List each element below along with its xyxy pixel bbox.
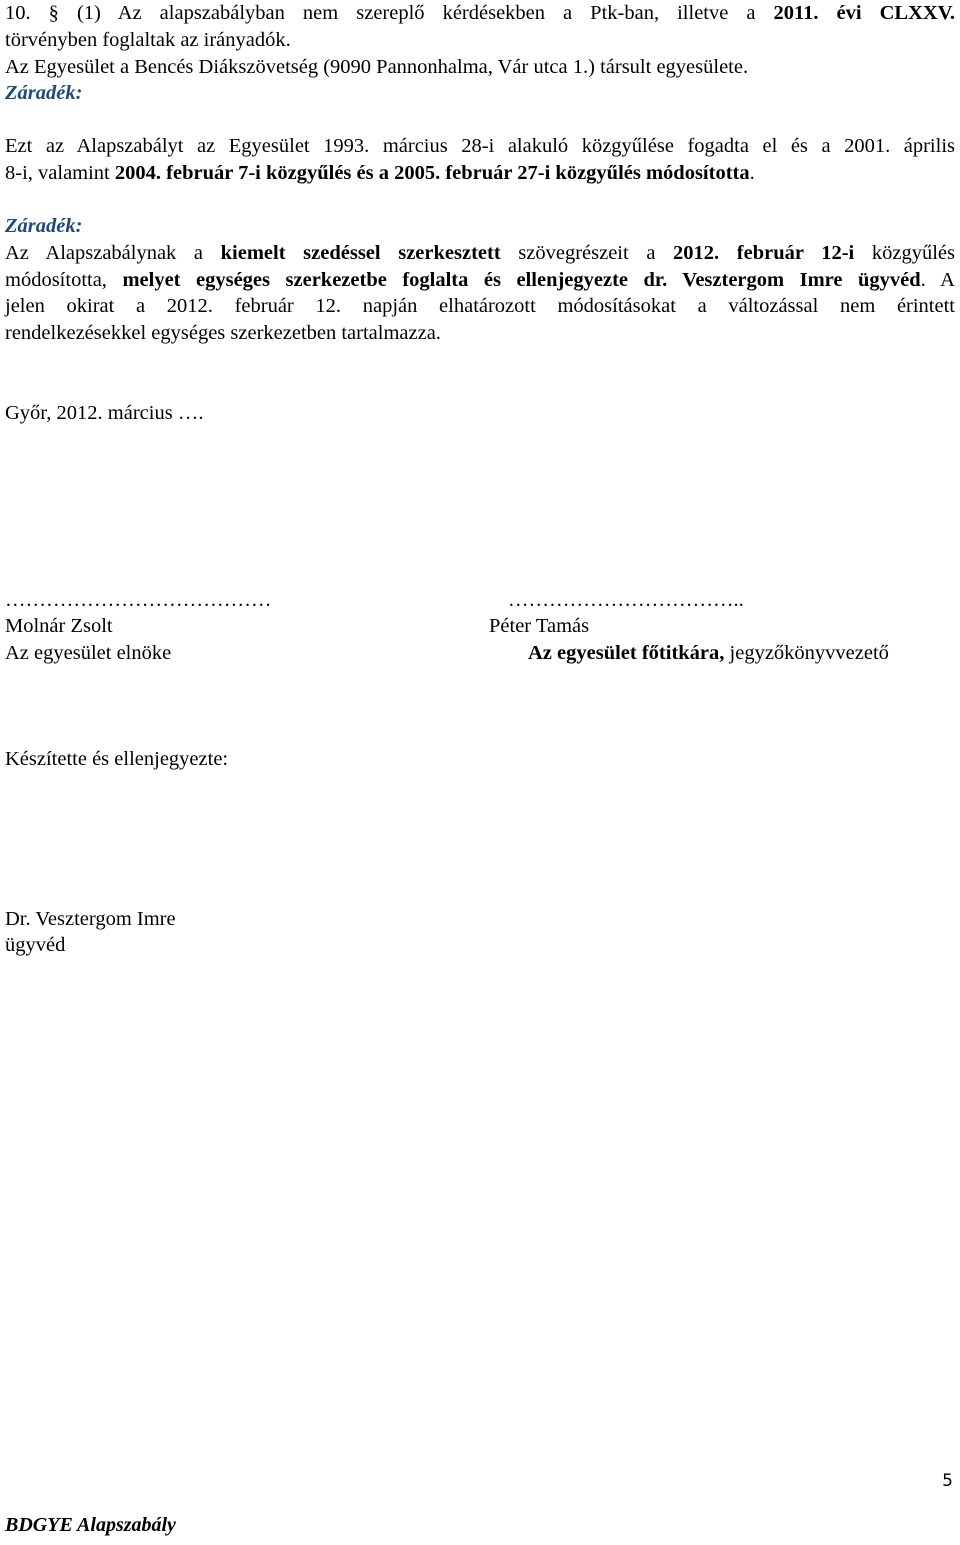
- prepared-by: Készítette és ellenjegyezte:: [5, 748, 229, 770]
- zaradek-2-line-1: [5, 240, 955, 267]
- signature-right-dots: ……………………………..: [508, 589, 744, 611]
- zaradek-2-line-1-d: 2012. február 12-i: [673, 242, 855, 264]
- zaradek-2-line-3: jelen okirat a 2012. február 12. napján elhatározott módosításokat a változással nem érintett: [5, 295, 955, 317]
- lawyer-title: ügyvéd: [5, 934, 66, 956]
- zaradek-2-line-2-c: . A: [920, 269, 955, 291]
- signature-right-role-bold: Az egyesület főtitkára,: [528, 642, 725, 664]
- zaradek-1-period: .: [749, 162, 755, 184]
- zaradek-1-line-1: Ezt az Alapszabályt az Egyesület 1993. március 28-i alakuló közgyűlése fogadta el és a 2001. április: [5, 135, 955, 157]
- zaradek-1-amendments: 2004. február 7-i közgyűlés és a 2005. február 27-i közgyűlés módosította: [114, 162, 750, 184]
- zaradek-2-heading: Záradék:: [5, 215, 83, 237]
- p10-line-1: [5, 0, 955, 27]
- zaradek-2-line-1-a: Az Alapszabálynak a: [5, 242, 221, 264]
- footer-title: BDGYE Alapszabály: [5, 1514, 176, 1536]
- zaradek-2-line-4: rendelkezésekkel egységes szerkezetben tartalmazza.: [5, 322, 441, 344]
- zaradek-2-line-1-c: szövegrészeit a: [500, 242, 674, 264]
- signature-left-name: Molnár Zsolt: [5, 615, 113, 637]
- zaradek-1-line-2-text: 8-i, valamint: [5, 162, 115, 184]
- signature-right-role-rest: jegyzőkönyvvezető: [724, 642, 889, 664]
- p10-law-reference: 2011. évi CLXXV.: [773, 2, 955, 24]
- zaradek-1-heading: Záradék:: [5, 82, 83, 104]
- lawyer-name: Dr. Vesztergom Imre: [5, 908, 176, 930]
- zaradek-2-line-2-a: módosította,: [5, 269, 123, 291]
- p10-line-3: Az Egyesület a Bencés Diákszövetség (9090 Pannonhalma, Vár utca 1.) társult egyesülete.: [5, 56, 749, 78]
- page-number: 5: [942, 1471, 953, 1491]
- signature-left-dots: …………………………………: [5, 589, 272, 611]
- signature-left-role: Az egyesület elnöke: [5, 642, 172, 664]
- signature-right-name: Péter Tamás: [489, 615, 590, 637]
- signature-right-role: [528, 640, 889, 667]
- zaradek-2-line-1-e: közgyűlés: [854, 242, 955, 264]
- zaradek-2-line-1-b: kiemelt szedéssel szerkesztett: [220, 242, 501, 264]
- place-date: Győr, 2012. március ….: [5, 402, 204, 424]
- p10-line-1-text: 10. § (1) Az alapszabályban nem szereplő kérdésekben a Ptk-ban, illetve a: [5, 2, 774, 24]
- zaradek-2-line-2: [5, 267, 955, 294]
- zaradek-2-line-2-b: melyet egységes szerkezetbe foglalta és ellenjegyezte dr. Vesztergom Imre ügyvéd: [122, 269, 921, 291]
- zaradek-1-line-2: [5, 160, 755, 187]
- p10-line-2: törvényben foglaltak az irányadók.: [5, 29, 291, 51]
